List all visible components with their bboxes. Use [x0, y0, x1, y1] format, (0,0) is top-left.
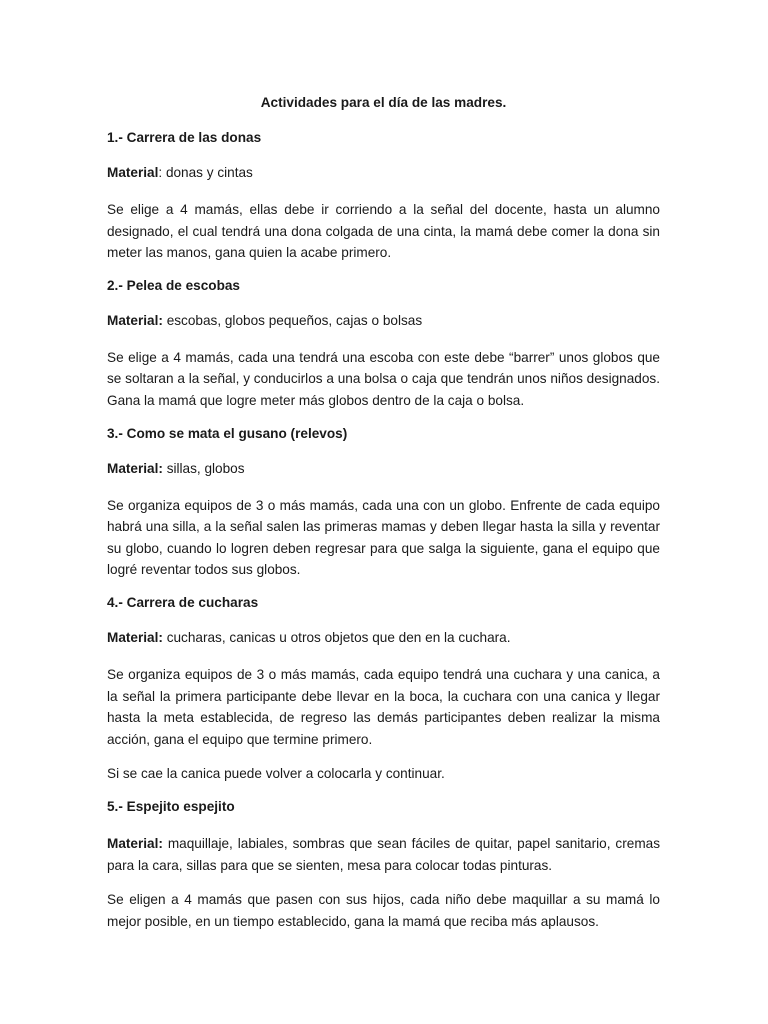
material-separator: :	[158, 165, 166, 180]
material-label: Material:	[107, 312, 163, 328]
section-heading-5: 5.- Espejito espejito	[107, 798, 235, 814]
section-paragraph-4b: Si se cae la canica puede volver a colocarla y continuar.	[107, 766, 445, 782]
section-paragraph-2: Se elige a 4 mamás, cada una tendrá una escoba con este debe “barrer” unos globos que se soltaran a la señal, y conducirlos a una bolsa o caja que tendrán unos niños designados. Gana la mamá que logre meter más globos dentro de la caja o bolsa.	[107, 349, 660, 408]
section-heading-2: 2.- Pelea de escobas	[107, 277, 240, 293]
section-heading-1: 1.- Carrera de las donas	[107, 130, 262, 145]
material-line-4	[107, 629, 660, 647]
section-paragraph-4: Se organiza equipos de 3 o más mamás, cada equipo tendrá una cuchara y una canica, a la señal la primera participante debe llevar en la boca, la cuchara con una canica y llegar hasta la meta establecida, de regreso las demás participantes deben realizar la misma acción, gana el equipo que termine primero.	[107, 666, 660, 747]
section-paragraph-5: Se eligen a 4 mamás que pasen con sus hijos, cada niño debe maquillar a su mamá lo mejor posible, en un tiempo establecido, gana la mamá que reciba más aplausos.	[107, 892, 660, 929]
material-line-3	[107, 460, 660, 478]
material-text: maquillaje, labiales, sombras que sean fáciles de quitar, papel sanitario, cremas para la cara, sillas para que se sienten, mesa para colocar todas pinturas.	[107, 835, 660, 873]
material-line-1	[107, 164, 660, 182]
material-text: donas y cintas	[165, 165, 253, 180]
section-heading-3: 3.- Como se mata el gusano (relevos)	[107, 425, 348, 441]
material-label: Material:	[107, 835, 163, 851]
document-title: Actividades para el día de las madres.	[260, 95, 507, 110]
material-text: escobas, globos pequeños, cajas o bolsas	[166, 312, 423, 328]
section-paragraph-3: Se organiza equipos de 3 o más mamás, cada una con un globo. Enfrente de cada equipo habrá una silla, a la señal salen las primeras mamas y deben llegar hasta la silla y reventar su globo, cuando lo logren deben regresar para que salga la siguiente, gana el equipo que logré reventar todos sus globos.	[107, 497, 660, 578]
section-paragraph-1: Se elige a 4 mamás, ellas debe ir corriendo a la señal del docente, hasta un alumno designado, el cual tendrá una dona colgada de una cinta, la mamá debe comer la dona sin meter las manos, gana quien la acabe primero.	[107, 202, 660, 261]
material-text: cucharas, canicas u otros objetos que den en la cuchara.	[166, 629, 511, 645]
material-label: Material:	[107, 460, 163, 476]
material-text: sillas, globos	[166, 460, 245, 476]
material-label: Material:	[107, 629, 163, 645]
material-line-2	[107, 312, 660, 330]
material-label: Material	[107, 165, 159, 180]
section-heading-4: 4.- Carrera de cucharas	[107, 594, 259, 610]
material-line-5	[107, 833, 660, 876]
